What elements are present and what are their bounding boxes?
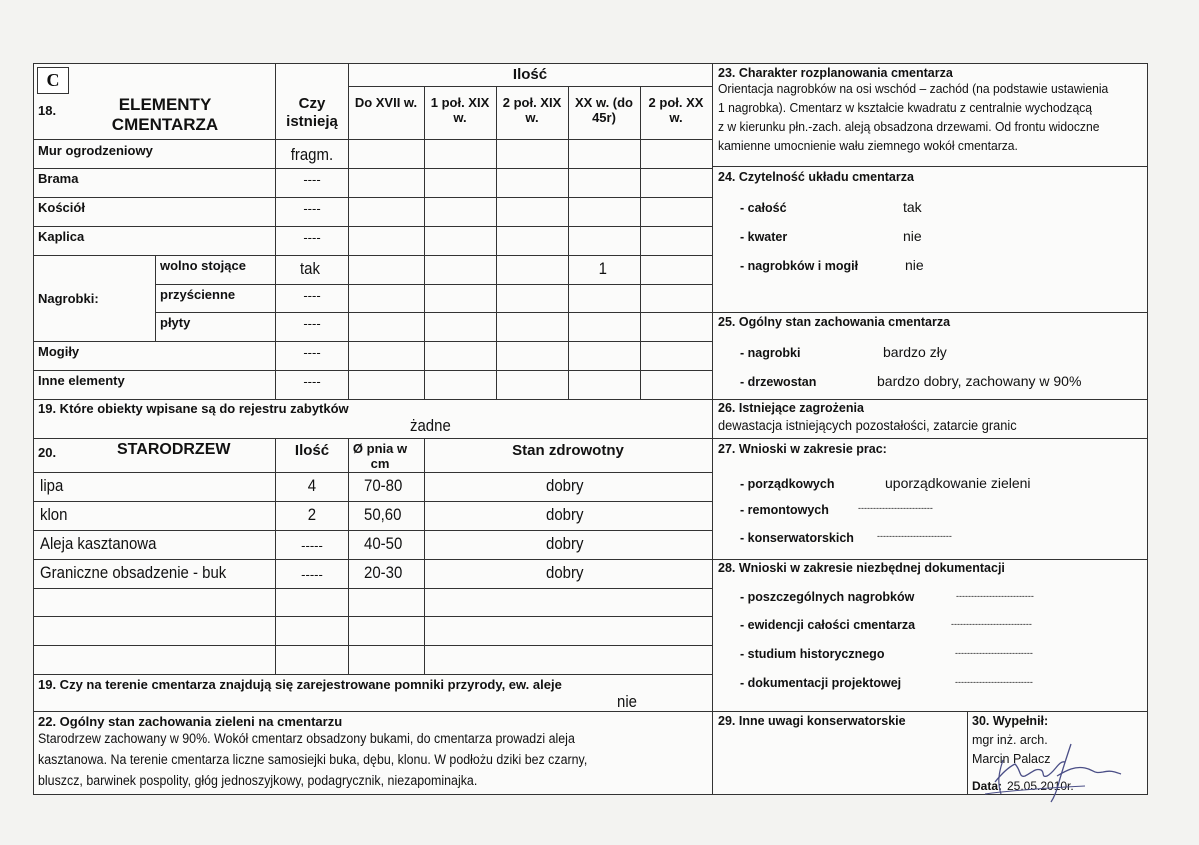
grid-line (348, 438, 349, 674)
section-23-line: z w kierunku płn.-zach. aleją obsadzona drzewami. Od frontu widoczne (718, 120, 1100, 134)
tree-name: lipa (40, 476, 64, 495)
grid-line (33, 616, 712, 617)
section-20-title: STARODRZEW (117, 441, 231, 458)
grid-line (33, 255, 712, 256)
tree-qty: 2 (307, 505, 317, 524)
grid-line (33, 438, 712, 439)
section-28-item-value: --------------------------- (951, 619, 1032, 629)
grid-line (33, 399, 712, 400)
starodrzew-health-header: Stan zdrowotny (512, 442, 624, 459)
grid-line (155, 312, 712, 313)
card-letter-box: C (37, 67, 69, 94)
element-label: Kaplica (38, 229, 85, 244)
section-27-item-value: ------------------------- (877, 531, 952, 541)
author-name: Marcin Palacz (972, 752, 1051, 766)
grid-line (640, 86, 641, 399)
section-27-label: 27. Wnioski w zakresie prac: (718, 442, 887, 456)
section-27-item-label: - porządkowych (740, 477, 835, 491)
element-exists: ---- (303, 374, 321, 389)
section-22-line: bluszcz, barwinek pospolity, głóg jednoszyjkowy, podagrycznik, niezapominajka. (38, 773, 478, 788)
section-19b-label: 19. Czy na terenie cmentarza znajdują się zarejestrowane pomniki przyrody, ew. aleje (38, 677, 562, 692)
tree-health: dobry (546, 476, 584, 495)
section-25-item-label: - drzewostan (740, 375, 817, 389)
nagrobki-label: Nagrobki: (38, 291, 99, 306)
grid-line (33, 139, 712, 140)
section-24-item-label: - kwater (740, 230, 788, 244)
grid-line (712, 559, 1148, 560)
grid-line (712, 63, 713, 795)
grid-line (33, 588, 712, 589)
grid-line (33, 197, 712, 198)
starodrzew-diam-header: Ø pnia w cm (352, 441, 408, 471)
period-header-2: 1 poł. XIX w. (430, 95, 490, 125)
grid-line (348, 86, 712, 87)
section-23-line: 1 nagrobka). Cmentarz w kształcie kwadratu z centralnie wychodzącą (718, 101, 1093, 115)
section-25-item-label: - nagrobki (740, 346, 801, 360)
section-26-value: dewastacja istniejących pozostałości, zatarcie granic (718, 418, 1017, 433)
section-28-item-label: - ewidencji całości cmentarza (740, 618, 916, 632)
element-label: Kościół (38, 200, 85, 215)
section-29-label: 29. Inne uwagi konserwatorskie (718, 714, 906, 728)
date-value: 25.05.2010r. (1007, 779, 1074, 793)
section-18-title: ELEMENTY CMENTARZA (111, 95, 219, 134)
section-27-item-value: ------------------------- (858, 503, 933, 513)
grid-line (712, 166, 1148, 167)
nagrobki-type-label: płyty (160, 315, 191, 330)
grid-line (712, 399, 1148, 400)
grid-line (33, 226, 712, 227)
grid-line (424, 438, 425, 674)
nagrobki-type-label: wolno stojące (160, 258, 246, 273)
grid-line (155, 284, 712, 285)
tree-diam: 50,60 (364, 505, 402, 524)
grid-line (33, 530, 712, 531)
grid-line (712, 312, 1148, 313)
section-25-item-value: bardzo zły (883, 344, 947, 360)
grid-line (33, 370, 712, 371)
section-24-item-value: nie (903, 228, 922, 244)
tree-qty: ----- (301, 538, 323, 553)
grid-line (33, 341, 712, 342)
tree-qty: 4 (307, 476, 317, 495)
element-exists: ---- (303, 172, 321, 187)
section-19b-value: nie (617, 692, 637, 711)
section-27-item-label: - remontowych (740, 503, 829, 517)
tree-health: dobry (546, 505, 584, 524)
section-28-item-value: -------------------------- (955, 648, 1033, 658)
tree-name: Graniczne obsadzenie - buk (40, 563, 227, 582)
section-19-value: żadne (410, 416, 451, 435)
nagrobki-qty-xx: 1 (598, 259, 607, 278)
exists-header: Czy istnieją (286, 95, 338, 130)
element-exists: ---- (303, 230, 321, 245)
section-23-line: kamienne umocnienie wału ziemnego wokół cmentarza. (718, 139, 1018, 153)
section-30-label: 30. Wypełnił: (972, 714, 1049, 728)
section-27-item-label: - konserwatorskich (740, 531, 854, 545)
grid-line (496, 86, 497, 399)
grid-line (967, 711, 968, 795)
handwritten-signature (975, 742, 1123, 804)
qty-header: Ilość (512, 66, 548, 83)
grid-line (348, 63, 349, 399)
section-23-label: 23. Charakter rozplanowania cmentarza (718, 66, 953, 80)
section-26-label: 26. Istniejące zagrożenia (718, 401, 864, 415)
period-header-5: 2 poł. XX w. (648, 95, 704, 125)
section-22-line: Starodrzew zachowany w 90%. Wokół cmentarz obsadzony bukami, do cmentarza prowadzi aleja (38, 731, 575, 746)
element-label: Mogiły (38, 344, 80, 359)
nagrobki-type-label: przyścienne (160, 287, 236, 302)
section-20-number: 20. (38, 445, 57, 460)
starodrzew-qty-header: Ilość (294, 442, 330, 459)
section-25-label: 25. Ogólny stan zachowania cmentarza (718, 315, 951, 329)
section-23-line: Orientacja nagrobków na osi wschód – zachód (na podstawie ustawienia (718, 82, 1109, 96)
grid-line (33, 559, 712, 560)
section-19-label: 19. Które obiekty wpisane są do rejestru zabytków (38, 401, 349, 416)
section-28-item-value: -------------------------- (956, 591, 1034, 601)
tree-health: dobry (546, 563, 584, 582)
section-24-item-label: - nagrobków i mogił (740, 259, 859, 273)
period-header-1: Do XVII w. (354, 95, 418, 110)
period-header-4: XX w. (do 45r) (574, 95, 634, 125)
grid-line (33, 472, 712, 473)
grid-line (712, 438, 1148, 439)
tree-diam: 40-50 (364, 534, 403, 553)
grid-line (33, 674, 712, 675)
element-label: Inne elementy (38, 373, 125, 388)
section-22-line: kasztanowa. Na terenie cmentarza liczne samosiejki buka, dębu, klonu. W podłożu dziki bez czarny, (38, 752, 588, 767)
grid-line (568, 86, 569, 399)
section-28-item-label: - studium historycznego (740, 647, 885, 661)
element-label: Mur ogrodzeniowy (38, 143, 153, 158)
element-label: Brama (38, 171, 79, 186)
grid-line (33, 645, 712, 646)
tree-qty: ----- (301, 567, 323, 582)
section-24-label: 24. Czytelność układu cmentarza (718, 170, 914, 184)
grid-line (33, 168, 712, 169)
grid-line (33, 501, 712, 502)
section-28-item-label: - poszczególnych nagrobków (740, 590, 915, 604)
grid-line (424, 86, 425, 399)
period-header-3: 2 poł. XIX w. (502, 95, 562, 125)
element-exists: ---- (303, 201, 321, 216)
tree-name: klon (40, 505, 68, 524)
nagrobki-exists: ---- (303, 316, 321, 331)
section-28-label: 28. Wnioski w zakresie niezbędnej dokumentacji (718, 561, 1005, 575)
section-22-label: 22. Ogólny stan zachowania zieleni na cmentarzu (38, 714, 343, 729)
nagrobki-exists: ---- (303, 288, 321, 303)
grid-line (275, 438, 276, 674)
element-exists: ---- (303, 345, 321, 360)
section-18-number: 18. (38, 103, 57, 118)
date-label: Data: (972, 779, 1003, 793)
nagrobki-exists: tak (300, 259, 320, 278)
tree-name: Aleja kasztanowa (40, 534, 157, 553)
section-28-item-value: -------------------------- (955, 677, 1033, 687)
element-exists: fragm. (290, 145, 334, 164)
section-24-item-value: tak (903, 199, 922, 215)
tree-diam: 70-80 (364, 476, 403, 495)
tree-diam: 20-30 (364, 563, 403, 582)
tree-health: dobry (546, 534, 584, 553)
section-24-item-label: - całość (740, 201, 787, 215)
grid-line (155, 255, 156, 341)
author-role: mgr inż. arch. (972, 733, 1048, 747)
section-25-item-value: bardzo dobry, zachowany w 90% (877, 373, 1082, 389)
section-24-item-value: nie (905, 257, 924, 273)
section-28-item-label: - dokumentacji projektowej (740, 676, 902, 690)
section-27-item-value: uporządkowanie zieleni (885, 475, 1031, 491)
grid-line (33, 711, 1148, 712)
